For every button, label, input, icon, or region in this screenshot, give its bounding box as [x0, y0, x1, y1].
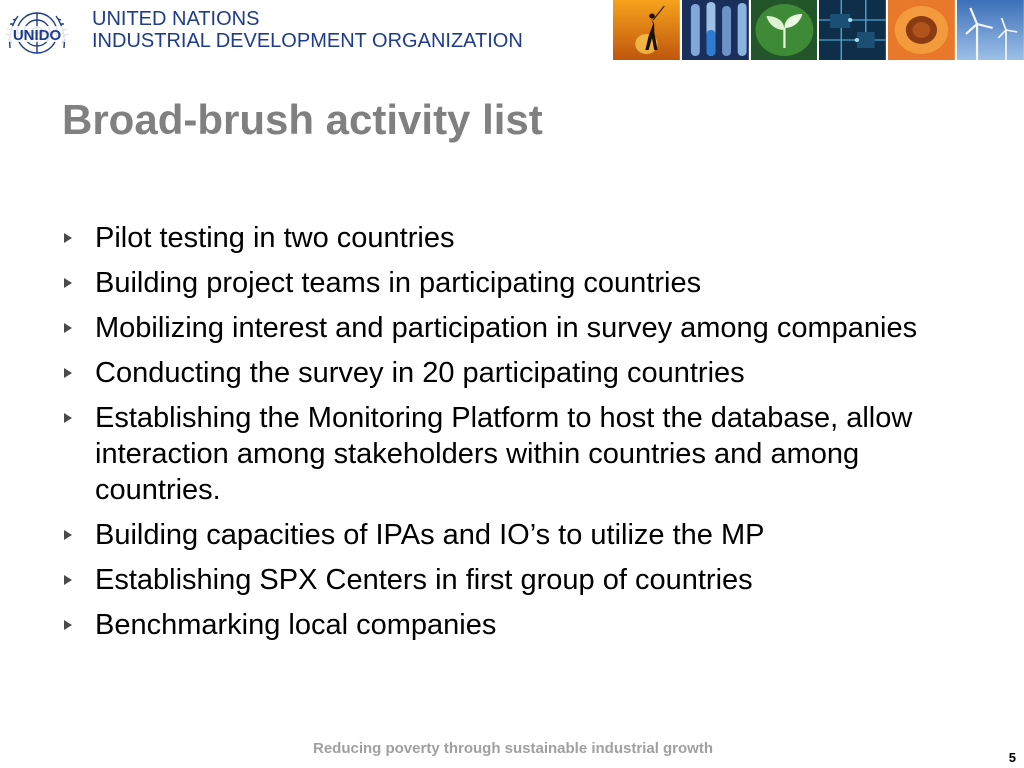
- page-number: 5: [1008, 750, 1016, 765]
- org-line-2: INDUSTRIAL DEVELOPMENT ORGANIZATION: [92, 30, 523, 52]
- test-tubes-photo: [682, 0, 749, 60]
- unido-logo: [4, 4, 70, 62]
- list-item: Mobilizing interest and participation in survey among companies: [62, 310, 952, 346]
- wind-turbines-photo: [957, 0, 1024, 60]
- list-item: Building project teams in participating countries: [62, 265, 952, 301]
- activity-list: [62, 220, 952, 652]
- bullet-arrow-icon: [64, 620, 72, 630]
- list-item: Establishing SPX Centers in first group of countries: [62, 562, 952, 598]
- sunflower-photo: [888, 0, 955, 60]
- list-item: Establishing the Monitoring Platform to host the database, allow interaction among stakeholders within countries and among countries.: [62, 400, 952, 508]
- photo-banner: [613, 0, 1024, 60]
- bullet-arrow-icon: [64, 278, 72, 288]
- list-item: Benchmarking local companies: [62, 607, 952, 643]
- circuit-board-photo: [819, 0, 886, 60]
- footer-tagline: Reducing poverty through sustainable industrial growth: [312, 740, 714, 757]
- bullet-arrow-icon: [64, 530, 72, 540]
- bullet-arrow-icon: [64, 368, 72, 378]
- bullet-arrow-icon: [64, 233, 72, 243]
- list-item: Conducting the survey in 20 participating countries: [62, 355, 952, 391]
- list-item: Pilot testing in two countries: [62, 220, 952, 256]
- seedling-photo: [751, 0, 818, 60]
- list-item: Building capacities of IPAs and IO’s to utilize the MP: [62, 517, 952, 553]
- bullet-arrow-icon: [64, 575, 72, 585]
- slide-title: Broad-brush activity list: [62, 96, 543, 143]
- organization-name: [92, 8, 523, 52]
- bullet-arrow-icon: [64, 413, 72, 423]
- org-line-1: UNITED NATIONS: [92, 8, 260, 30]
- child-kite-photo: [613, 0, 680, 60]
- bullet-arrow-icon: [64, 323, 72, 333]
- logo-text: UNIDO: [12, 27, 62, 44]
